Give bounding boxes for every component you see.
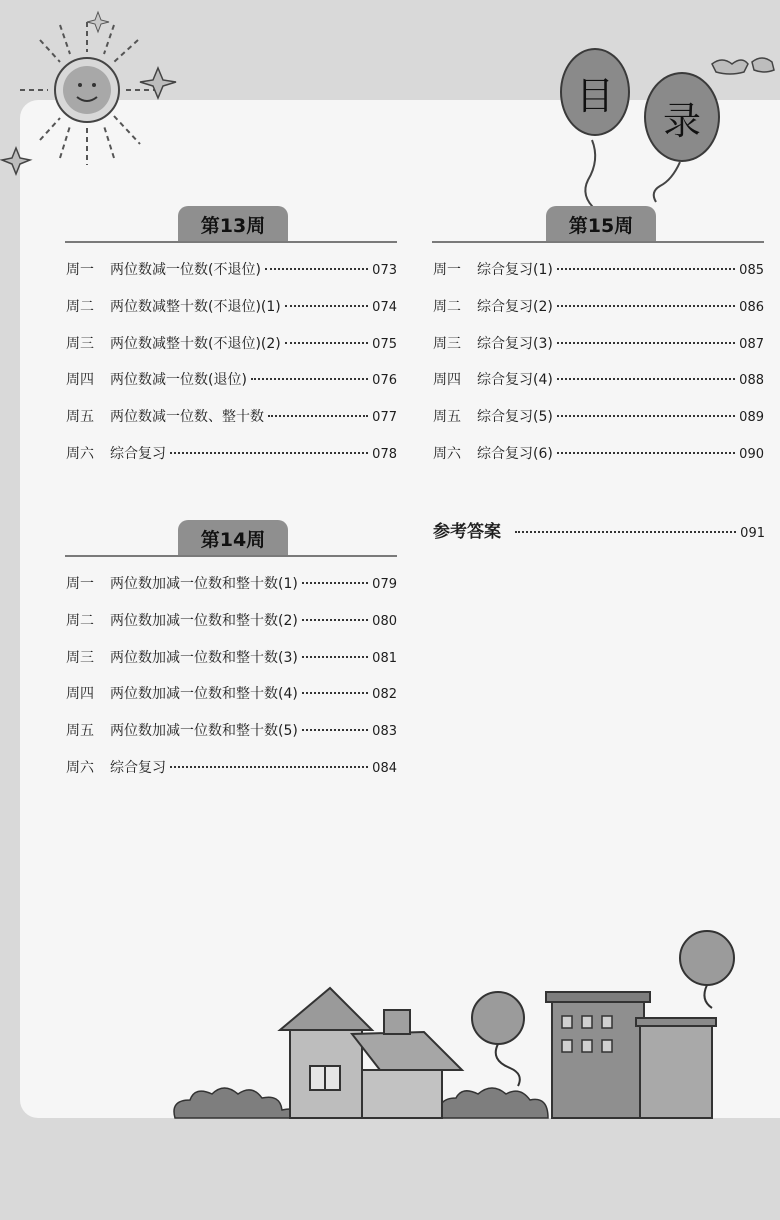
toc-row[interactable] xyxy=(66,297,397,317)
toc-day: 周一 xyxy=(66,576,94,592)
toc-page-number: 081 xyxy=(372,650,397,666)
toc-day: 周四 xyxy=(66,372,94,389)
toc-row[interactable] xyxy=(66,334,397,354)
toc-page-number: 079 xyxy=(372,577,397,592)
toc-page-number: 073 xyxy=(372,263,397,278)
week-13-heading: 第13周 xyxy=(178,206,288,242)
toc-topic: 综合复习(6) xyxy=(477,446,553,462)
toc-topic: 综合复习 xyxy=(110,446,166,462)
toc-page-number: 088 xyxy=(739,373,764,389)
leader-dots xyxy=(302,619,368,621)
toc-day: 周五 xyxy=(66,723,94,740)
leader-dots xyxy=(557,415,735,417)
title-char-2: 录 xyxy=(644,72,720,162)
leader-dots xyxy=(302,582,368,584)
toc-day: 周六 xyxy=(66,760,94,776)
toc-row[interactable] xyxy=(66,721,397,741)
title-char-1: 目 xyxy=(560,48,630,136)
toc-topic: 两位数加减一位数和整十数(3) xyxy=(110,649,298,666)
leader-dots xyxy=(557,378,735,380)
toc-day: 周四 xyxy=(433,372,461,389)
answers-row[interactable] xyxy=(433,522,765,542)
content-card xyxy=(20,100,780,1118)
toc-topic: 两位数减一位数(不退位) xyxy=(110,262,261,278)
toc-page-number: 087 xyxy=(739,336,764,352)
toc-day: 周六 xyxy=(66,446,94,462)
week-15-heading: 第15周 xyxy=(546,206,656,242)
toc-day: 周三 xyxy=(66,335,94,352)
toc-topic: 综合复习(4) xyxy=(477,372,553,389)
toc-row[interactable] xyxy=(433,334,764,354)
toc-page-number: 084 xyxy=(372,761,397,776)
leader-dots xyxy=(302,729,368,731)
toc-page-number: 080 xyxy=(372,613,397,629)
toc-day: 周五 xyxy=(66,409,94,426)
toc-topic: 综合复习(5) xyxy=(477,409,553,426)
toc-row[interactable] xyxy=(433,407,764,427)
toc-page-number: 090 xyxy=(739,447,764,462)
leader-dots xyxy=(170,452,368,454)
toc-row[interactable] xyxy=(66,370,397,390)
toc-page-number: 077 xyxy=(372,410,397,426)
toc-day: 周五 xyxy=(433,409,461,426)
toc-row[interactable] xyxy=(66,260,397,280)
toc-page-number: 076 xyxy=(372,373,397,389)
leader-dots xyxy=(170,766,368,768)
toc-page-number: 078 xyxy=(372,447,397,462)
toc-row[interactable] xyxy=(66,444,397,464)
toc-topic: 综合复习 xyxy=(110,760,166,776)
toc-topic: 两位数加减一位数和整十数(2) xyxy=(110,612,298,629)
toc-row[interactable] xyxy=(66,574,397,594)
toc-row[interactable] xyxy=(433,370,764,390)
toc-page-number: 083 xyxy=(372,724,397,740)
toc-page-number: 082 xyxy=(372,687,397,703)
toc-page-number: 089 xyxy=(739,410,764,426)
toc-row[interactable] xyxy=(66,648,397,668)
toc-row[interactable] xyxy=(66,684,397,704)
toc-page-number: 075 xyxy=(372,336,397,352)
toc-topic: 两位数减一位数(退位) xyxy=(110,372,247,389)
toc-row[interactable] xyxy=(66,758,397,778)
leader-dots xyxy=(302,656,368,658)
toc-topic: 综合复习(1) xyxy=(477,262,553,278)
toc-row[interactable] xyxy=(433,444,764,464)
toc-topic: 综合复习(3) xyxy=(477,335,553,352)
leader-dots xyxy=(557,268,735,270)
toc-topic: 两位数减整十数(不退位)(2) xyxy=(110,335,281,352)
leader-dots xyxy=(285,342,368,344)
toc-topic: 两位数加减一位数和整十数(1) xyxy=(110,576,298,592)
toc-day: 周六 xyxy=(433,446,461,462)
toc-day: 周一 xyxy=(66,262,94,278)
leader-dots xyxy=(557,452,735,454)
leader-dots xyxy=(268,415,368,417)
toc-day: 周一 xyxy=(433,262,461,278)
week-15-rule xyxy=(432,241,764,243)
toc-day: 周三 xyxy=(433,335,461,352)
toc-row[interactable] xyxy=(66,611,397,631)
leader-dots xyxy=(285,305,368,307)
leader-dots xyxy=(251,378,368,380)
toc-topic: 综合复习(2) xyxy=(477,298,553,315)
toc-topic: 两位数减一位数、整十数 xyxy=(110,409,264,426)
leader-dots xyxy=(557,305,735,307)
toc-topic: 两位数加减一位数和整十数(5) xyxy=(110,723,298,740)
week-13-rule xyxy=(65,241,397,243)
answers-label: 参考答案 xyxy=(433,522,501,542)
week-14-heading: 第14周 xyxy=(178,520,288,556)
toc-page-number: 074 xyxy=(372,299,397,315)
toc-day: 周二 xyxy=(66,298,94,315)
toc-row[interactable] xyxy=(433,297,764,317)
toc-day: 周二 xyxy=(66,612,94,629)
toc-page-number: 086 xyxy=(739,299,764,315)
toc-topic: 两位数加减一位数和整十数(4) xyxy=(110,686,298,703)
toc-day: 周二 xyxy=(433,298,461,315)
week-14-rule xyxy=(65,555,397,557)
leader-dots xyxy=(265,268,368,270)
toc-topic: 两位数减整十数(不退位)(1) xyxy=(110,298,281,315)
answers-page: 091 xyxy=(740,526,765,541)
toc-day: 周四 xyxy=(66,686,94,703)
toc-row[interactable] xyxy=(433,260,764,280)
leader-dots xyxy=(515,531,736,533)
leader-dots xyxy=(302,692,368,694)
toc-row[interactable] xyxy=(66,407,397,427)
toc-page-number: 085 xyxy=(739,263,764,278)
toc-day: 周三 xyxy=(66,649,94,666)
leader-dots xyxy=(557,342,735,344)
